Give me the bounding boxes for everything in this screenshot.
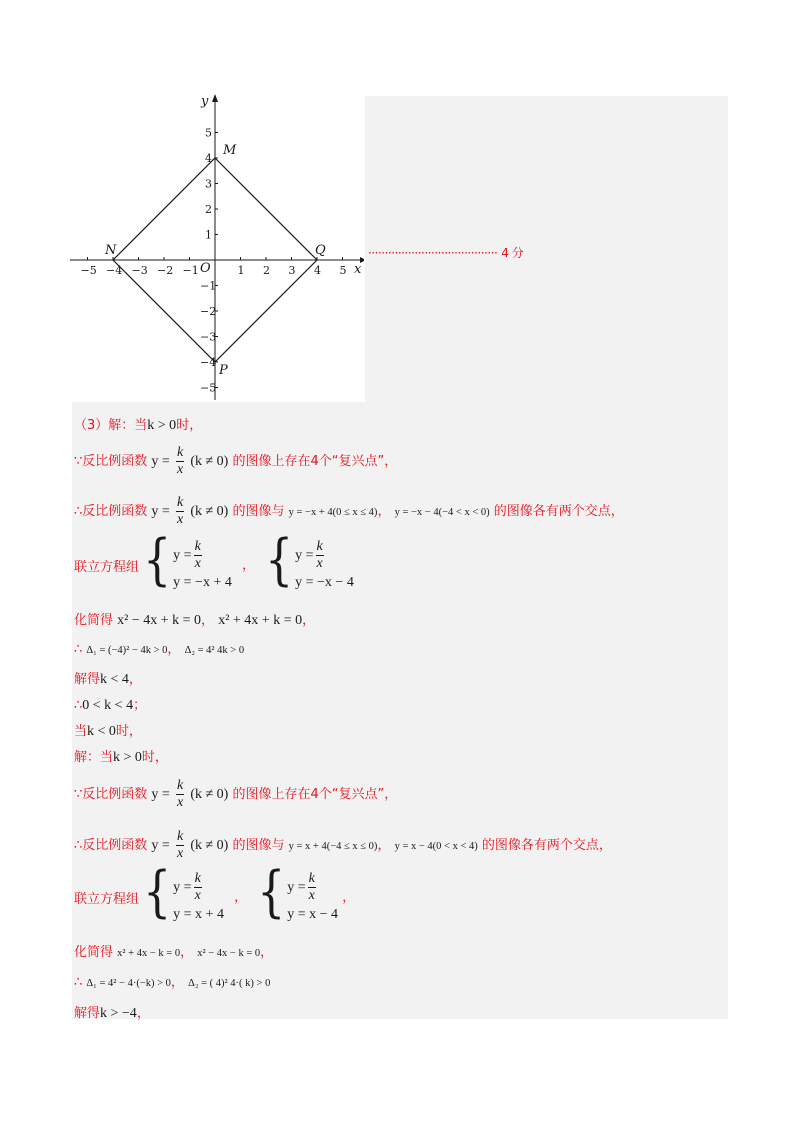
denominator: x (194, 888, 201, 903)
text: ， (234, 890, 248, 905)
math: 0 < k < 4 (82, 698, 134, 713)
math: x² + 4x − k = 0 (117, 948, 181, 959)
numerator: k (308, 871, 315, 886)
x-axis-label: x (354, 262, 362, 277)
score-dots: ······································· (368, 246, 498, 260)
numerator: k (316, 539, 323, 554)
math: y = (173, 879, 192, 895)
math: (k ≠ 0) (190, 504, 229, 519)
text: 的图像与 (232, 838, 285, 853)
line-4 (74, 528, 354, 593)
math: y = x − 4 (287, 907, 339, 922)
math: k > −4 (100, 1006, 137, 1021)
fraction (194, 540, 202, 571)
y-tick-label: −4 (200, 356, 217, 369)
score-marker (368, 244, 523, 261)
fraction (176, 830, 184, 861)
fraction (176, 779, 184, 810)
brace: { (265, 528, 294, 593)
math: y = (295, 547, 314, 563)
line-5 (74, 609, 315, 629)
point-label-q: Q (315, 243, 326, 258)
text: 的图像各有两个交点， (481, 838, 612, 853)
text: 时， (141, 750, 168, 765)
fraction (316, 540, 324, 571)
text: 时， (115, 724, 142, 739)
denominator: x (176, 795, 184, 810)
math: y = x + 4 (173, 907, 224, 922)
y-tick-label: 5 (205, 126, 212, 140)
text: ∴ (74, 698, 83, 713)
x-tick-label: −3 (131, 264, 148, 277)
math: k > 0 (113, 750, 142, 765)
fraction (308, 872, 316, 903)
math: (k ≠ 0) (190, 454, 229, 469)
text: ∵反比例函数 (74, 787, 148, 802)
text: 联立方程组 (74, 892, 140, 907)
line-13 (74, 860, 356, 925)
line-15 (74, 971, 270, 990)
denominator: x (176, 846, 184, 861)
math: y = (173, 547, 192, 563)
line-3 (74, 496, 624, 527)
fraction (194, 872, 202, 903)
line-16 (74, 1002, 150, 1022)
point-label-n: N (105, 243, 117, 258)
x-tick-label: −4 (106, 264, 123, 277)
point-label-m: M (223, 143, 237, 158)
x-tick-label: −5 (80, 264, 97, 277)
math: Δ₁ = (−4)² − 4k > 0 (86, 645, 168, 656)
text: （3）解：当 (74, 418, 148, 433)
line-1 (74, 414, 202, 434)
x-tick-label: 3 (288, 264, 296, 277)
math: y = (151, 838, 170, 853)
math: Δ₂ = ( 4)² 4·( k) > 0 (188, 978, 271, 989)
x-tick-label: 4 (314, 264, 321, 277)
text: 化简得 (74, 945, 114, 960)
y-axis-label: y (201, 94, 209, 109)
line-2 (74, 446, 397, 477)
line-8 (74, 694, 146, 714)
x-tick-label: −1 (182, 264, 199, 277)
text: ， (180, 945, 194, 960)
coordinate-graph (64, 90, 364, 402)
math: y = x + 4(−4 ≤ x ≤ 0) (288, 841, 378, 852)
denominator: x (194, 556, 201, 571)
fraction (176, 446, 184, 477)
numerator: k (194, 539, 201, 554)
math: x² + 4x + k = 0 (218, 613, 303, 628)
x-tick-label: 5 (339, 264, 347, 277)
math: (k ≠ 0) (190, 838, 229, 853)
x-tick-label: 2 (263, 264, 270, 277)
text: ， (201, 613, 215, 628)
numerator: k (176, 445, 184, 460)
math: y = (151, 454, 170, 469)
text: ， (241, 558, 255, 573)
origin-label: O (200, 261, 211, 276)
y-tick-label: −1 (200, 279, 217, 293)
y-tick-label: −5 (200, 381, 217, 395)
text: 的图像与 (232, 504, 285, 519)
text: ∴ (74, 642, 83, 657)
numerator: k (194, 871, 201, 886)
brace: { (143, 528, 172, 593)
text: ， (260, 945, 274, 960)
text: ， (342, 890, 356, 905)
brace: { (257, 860, 286, 925)
math: y = x − 4(0 < x < 4) (394, 841, 478, 852)
text: ， (302, 613, 316, 628)
denominator: x (176, 462, 184, 477)
text: 的图像各有两个交点， (493, 504, 624, 519)
math: y = −x + 4 (173, 575, 232, 590)
math: y = (151, 504, 170, 519)
fraction (176, 496, 184, 527)
equation-system-2 (265, 528, 354, 593)
line-6 (74, 638, 244, 657)
text: ， (377, 504, 391, 519)
text: ∵反比例函数 (74, 454, 148, 469)
math: x² − 4x + k = 0 (117, 613, 202, 628)
line-9 (74, 720, 142, 740)
math: y = −x − 4(−4 < x < 0) (394, 507, 490, 518)
text: 联立方程组 (74, 560, 140, 575)
text: 的图像上存在4个“复兴点”， (232, 787, 398, 802)
x-tick-label: −2 (157, 264, 174, 277)
text: ， (377, 838, 391, 853)
math: Δ₂ = 4² 4k > 0 (184, 645, 245, 656)
line-12 (74, 830, 612, 861)
equation-system-3 (143, 860, 224, 925)
numerator: k (176, 495, 184, 510)
score-text: 4 分 (501, 246, 524, 260)
math: x² − 4x − k = 0 (197, 948, 261, 959)
y-tick-label: 2 (205, 203, 212, 216)
y-tick-label: 4 (205, 152, 212, 165)
y-tick-label: 3 (205, 177, 212, 191)
math: k < 0 (87, 724, 116, 739)
line-11 (74, 779, 397, 810)
x-tick-label: 1 (237, 264, 245, 277)
text: 解：当 (74, 750, 114, 765)
text: ∴反比例函数 (74, 504, 148, 519)
text: ∴ (74, 975, 83, 990)
y-axis-arrow (212, 94, 218, 102)
text: ； (133, 698, 147, 713)
math: k > 0 (147, 418, 177, 433)
equation-system-1 (143, 528, 232, 593)
line-10 (74, 746, 168, 766)
math: k < 4 (100, 672, 129, 687)
numerator: k (176, 829, 184, 844)
text: ， (167, 642, 181, 657)
denominator: x (308, 888, 315, 903)
denominator: x (176, 512, 184, 527)
math: y = (287, 879, 306, 895)
equation-system-4 (257, 860, 339, 925)
math: y = −x + 4(0 ≤ x ≤ 4) (288, 507, 378, 518)
y-tick-label: −2 (200, 305, 217, 318)
text: ， (136, 1006, 150, 1021)
line-7 (74, 668, 142, 688)
text: ， (170, 975, 184, 990)
math: y = −x − 4 (295, 575, 354, 590)
denominator: x (316, 556, 323, 571)
math: y = (151, 787, 170, 802)
line-14 (74, 941, 273, 960)
math: (k ≠ 0) (190, 787, 229, 802)
y-tick-label: 1 (205, 228, 212, 242)
text: ∴反比例函数 (74, 838, 148, 853)
text: 的图像上存在4个“复兴点”， (232, 454, 398, 469)
y-tick-label: −3 (200, 330, 217, 344)
text: 当 (74, 724, 88, 739)
text: 解得 (74, 672, 101, 687)
text: 解得 (74, 1006, 101, 1021)
point-label-p: P (219, 363, 228, 378)
brace: { (143, 860, 172, 925)
math: Δ₁ = 4² − 4·(−k) > 0 (86, 978, 171, 989)
text: 化简得 (74, 613, 114, 628)
numerator: k (176, 778, 184, 793)
text: ， (128, 672, 142, 687)
text: 时， (176, 418, 203, 433)
